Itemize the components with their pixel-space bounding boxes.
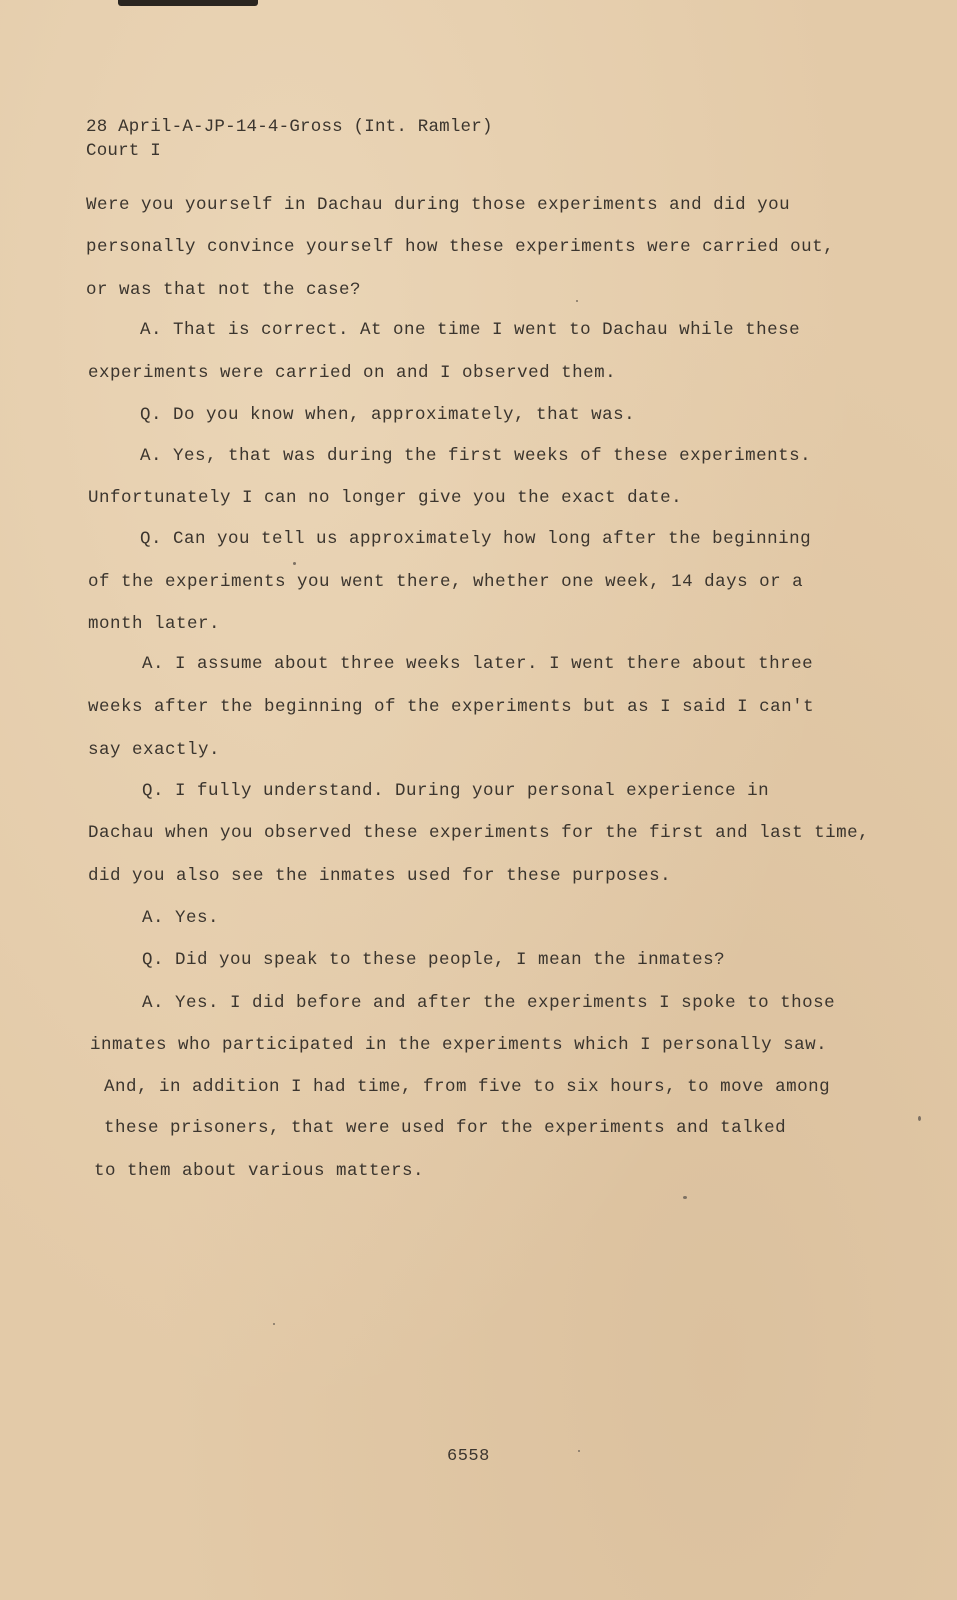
transcript-line: A. Yes. I did before and after the experiments I spoke to those [142,993,836,1013]
binding-mark [118,0,258,6]
transcript-line: A. That is correct. At one time I went to Dachau while these [140,320,801,340]
transcript-line: Dachau when you observed these experiments for the first and last time, [88,823,870,843]
paper-speck [273,1323,275,1325]
paper-speck [293,562,296,565]
transcript-line: experiments were carried on and I observed them. [88,363,617,383]
header-reference: 28 April-A-JP-14-4-Gross (Int. Ramler) [86,117,493,137]
paper-speck [578,1450,580,1452]
transcript-line: personally convince yourself how these experiments were carried out, [86,237,835,257]
document-header [86,115,493,163]
header-court: Court I [86,141,161,161]
transcript-line: did you also see the inmates used for these purposes. [88,866,672,886]
transcript-line: Q. Can you tell us approximately how long after the beginning [140,529,812,549]
transcript-line: Q. I fully understand. During your personal experience in [142,781,770,801]
paper-speck [683,1196,687,1199]
transcript-line: say exactly. [88,740,221,760]
page-number: 6558 [447,1447,490,1466]
transcript-line: A. Yes, that was during the first weeks of these experiments. [140,446,812,466]
transcript-line: weeks after the beginning of the experiments but as I said I can't [88,697,815,717]
transcript-line: A. Yes. [142,908,220,928]
transcript-line: Q. Do you know when, approximately, that was. [140,405,636,425]
transcript-line: Q. Did you speak to these people, I mean the inmates? [142,950,726,970]
transcript-line: And, in addition I had time, from five to six hours, to move among [104,1077,831,1097]
transcript-line: month later. [88,614,221,634]
transcript-line: Were you yourself in Dachau during those experiments and did you [86,195,791,215]
transcript-line: inmates who participated in the experiments which I personally saw. [90,1035,828,1055]
transcript-line: these prisoners, that were used for the experiments and talked [104,1118,787,1138]
transcript-line: to them about various matters. [94,1161,425,1181]
paper-speck [918,1116,921,1121]
paper-speck [576,300,578,302]
transcript-line: A. I assume about three weeks later. I went there about three [142,654,814,674]
transcript-line: or was that not the case? [86,280,362,300]
transcript-line: Unfortunately I can no longer give you the exact date. [88,488,683,508]
transcript-line: of the experiments you went there, whether one week, 14 days or a [88,572,804,592]
